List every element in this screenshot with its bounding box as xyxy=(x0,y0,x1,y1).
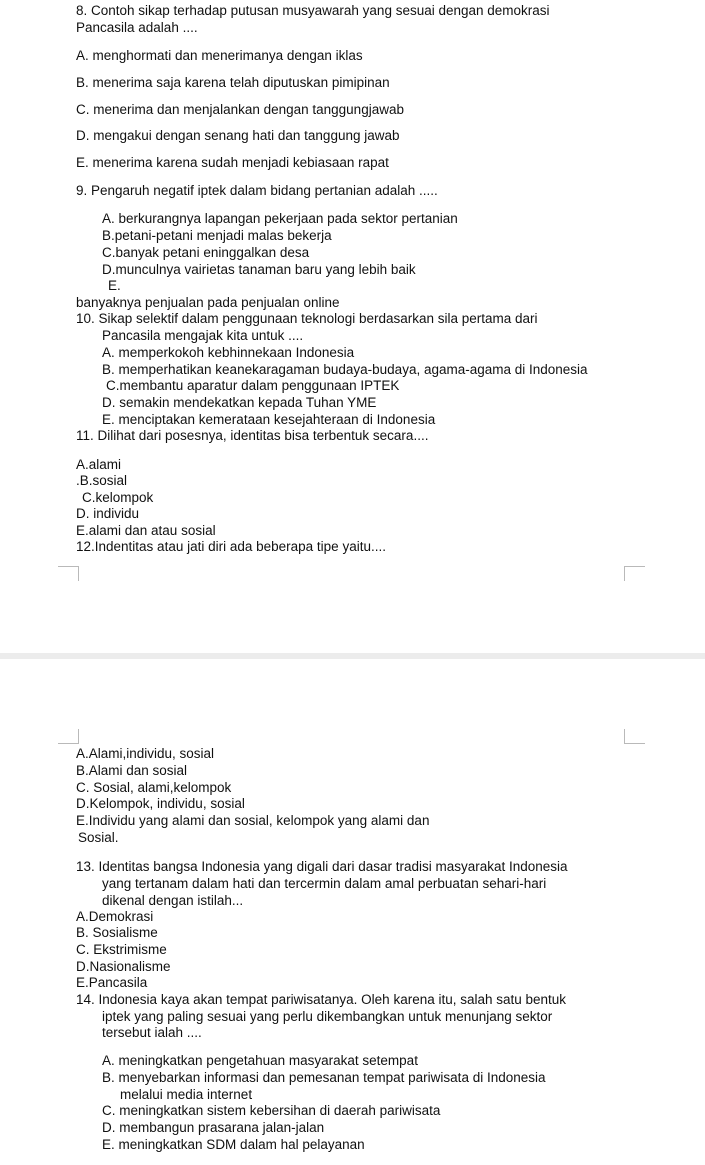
q12-option-a: A.Alami,individu, sosial xyxy=(76,746,215,761)
q10-option-c: C.membantu aparatur dalam penggunaan IPTEK xyxy=(106,378,400,393)
q14-question-line2: iptek yang paling sesuai yang perlu dikembangkan untuk menunjang sektor xyxy=(102,1009,553,1024)
crop-mark-top-left xyxy=(58,566,79,581)
q12-question: 12.Indentitas atau jati diri ada beberapa tipe yaitu.... xyxy=(76,539,386,554)
q9-option-a: A. berkurangnya lapangan pekerjaan pada sektor pertanian xyxy=(102,211,458,226)
q10-option-b: B. memperhatikan keanekaragaman budaya-budaya, agama-agama di Indonesia xyxy=(102,362,588,377)
page-separator xyxy=(0,653,705,659)
q8-option-d: D. mengakui dengan senang hati dan tanggung jawab xyxy=(76,128,400,143)
q8-option-e: E. menerima karena sudah menjadi kebiasaan rapat xyxy=(76,155,389,170)
q13-option-b: B. Sosialisme xyxy=(76,925,158,940)
q12-option-e-continuation: Sosial. xyxy=(78,830,119,845)
q11-question: 11. Dilihat dari posesnya, identitas bisa terbentuk secara.... xyxy=(76,428,429,443)
q8-question-line1: 8. Contoh sikap terhadap putusan musyawarah yang sesuai dengan demokrasi xyxy=(76,3,550,18)
q9-option-e: E. xyxy=(108,278,121,293)
q14-question-line1: 14. Indonesia kaya akan tempat pariwisatanya. Oleh karena itu, salah satu bentuk xyxy=(76,992,567,1007)
q14-option-d: D. membangun prasarana jalan-jalan xyxy=(102,1120,325,1135)
crop-mark-bottom-left xyxy=(58,729,79,744)
q14-option-e: E. meningkatkan SDM dalam hal pelayanan xyxy=(102,1137,365,1152)
q8-option-c: C. menerima dan menjalankan dengan tanggungjawab xyxy=(76,102,404,117)
q10-option-a: A. memperkokoh kebhinnekaan Indonesia xyxy=(102,345,355,360)
q13-question-line2: yang tertanam dalam hati dan tercermin dalam amal perbuatan sehari-hari xyxy=(102,876,547,891)
crop-mark-top-right xyxy=(624,566,645,581)
q11-option-a: A.alami xyxy=(76,457,122,472)
q8-option-a: A. menghormati dan menerimanya dengan iklas xyxy=(76,48,363,63)
q9-question: 9. Pengaruh negatif iptek dalam bidang pertanian adalah ..... xyxy=(76,183,438,198)
q11-option-c: C.kelompok xyxy=(82,490,154,505)
q11-option-b: .B.sosial xyxy=(76,473,128,488)
q12-option-e: E.Individu yang alami dan sosial, kelompok yang alami dan xyxy=(76,813,430,828)
q14-option-b: B. menyebarkan informasi dan pemesanan tempat pariwisata di Indonesia xyxy=(102,1070,546,1085)
q14-option-b-continuation: melalui media internet xyxy=(120,1087,253,1102)
q10-option-e: E. menciptakan kemerataan kesejahteraan di Indonesia xyxy=(102,412,436,427)
q12-option-d: D.Kelompok, individu, sosial xyxy=(76,796,245,811)
q12-option-c: C. Sosial, alami,kelompok xyxy=(76,780,232,795)
q9-option-c: C.banyak petani eninggalkan desa xyxy=(102,245,310,260)
q8-question-line2: Pancasila adalah .... xyxy=(76,20,198,35)
q14-option-a: A. meningkatkan pengetahuan masyarakat setempat xyxy=(102,1053,418,1068)
q13-option-c: C. Ekstrimisme xyxy=(76,942,167,957)
q14-option-c: C. meningkatkan sistem kebersihan di daerah pariwisata xyxy=(102,1103,441,1118)
q13-question-line1: 13. Identitas bangsa Indonesia yang digali dari dasar tradisi masyarakat Indonesia xyxy=(76,859,568,874)
q9-option-e-continuation: banyaknya penjualan pada penjualan online xyxy=(76,295,340,310)
q8-option-b: B. menerima saja karena telah diputuskan pimipinan xyxy=(76,75,390,90)
crop-mark-bottom-right xyxy=(624,729,645,744)
q10-question-line1: 10. Sikap selektif dalam penggunaan teknologi berdasarkan sila pertama dari xyxy=(76,311,538,326)
q13-option-d: D.Nasionalisme xyxy=(76,959,171,974)
q10-question-line2: Pancasila mengajak kita untuk .... xyxy=(102,328,304,343)
q13-option-a: A.Demokrasi xyxy=(76,909,154,924)
q9-option-d: D.munculnya vairietas tanaman baru yang lebih baik xyxy=(102,262,416,277)
q11-option-d: D. individu xyxy=(76,506,140,521)
q10-option-d: D. semakin mendekatkan kepada Tuhan YME xyxy=(102,395,377,410)
q11-option-e: E.alami dan atau sosial xyxy=(76,523,216,538)
q13-question-line3: dikenal dengan istilah... xyxy=(102,893,244,908)
q12-option-b: B.Alami dan sosial xyxy=(76,763,188,778)
q13-option-e: E.Pancasila xyxy=(76,975,148,990)
q14-question-line3: tersebut ialah .... xyxy=(102,1025,202,1040)
q9-option-b: B.petani-petani menjadi malas bekerja xyxy=(102,228,332,243)
